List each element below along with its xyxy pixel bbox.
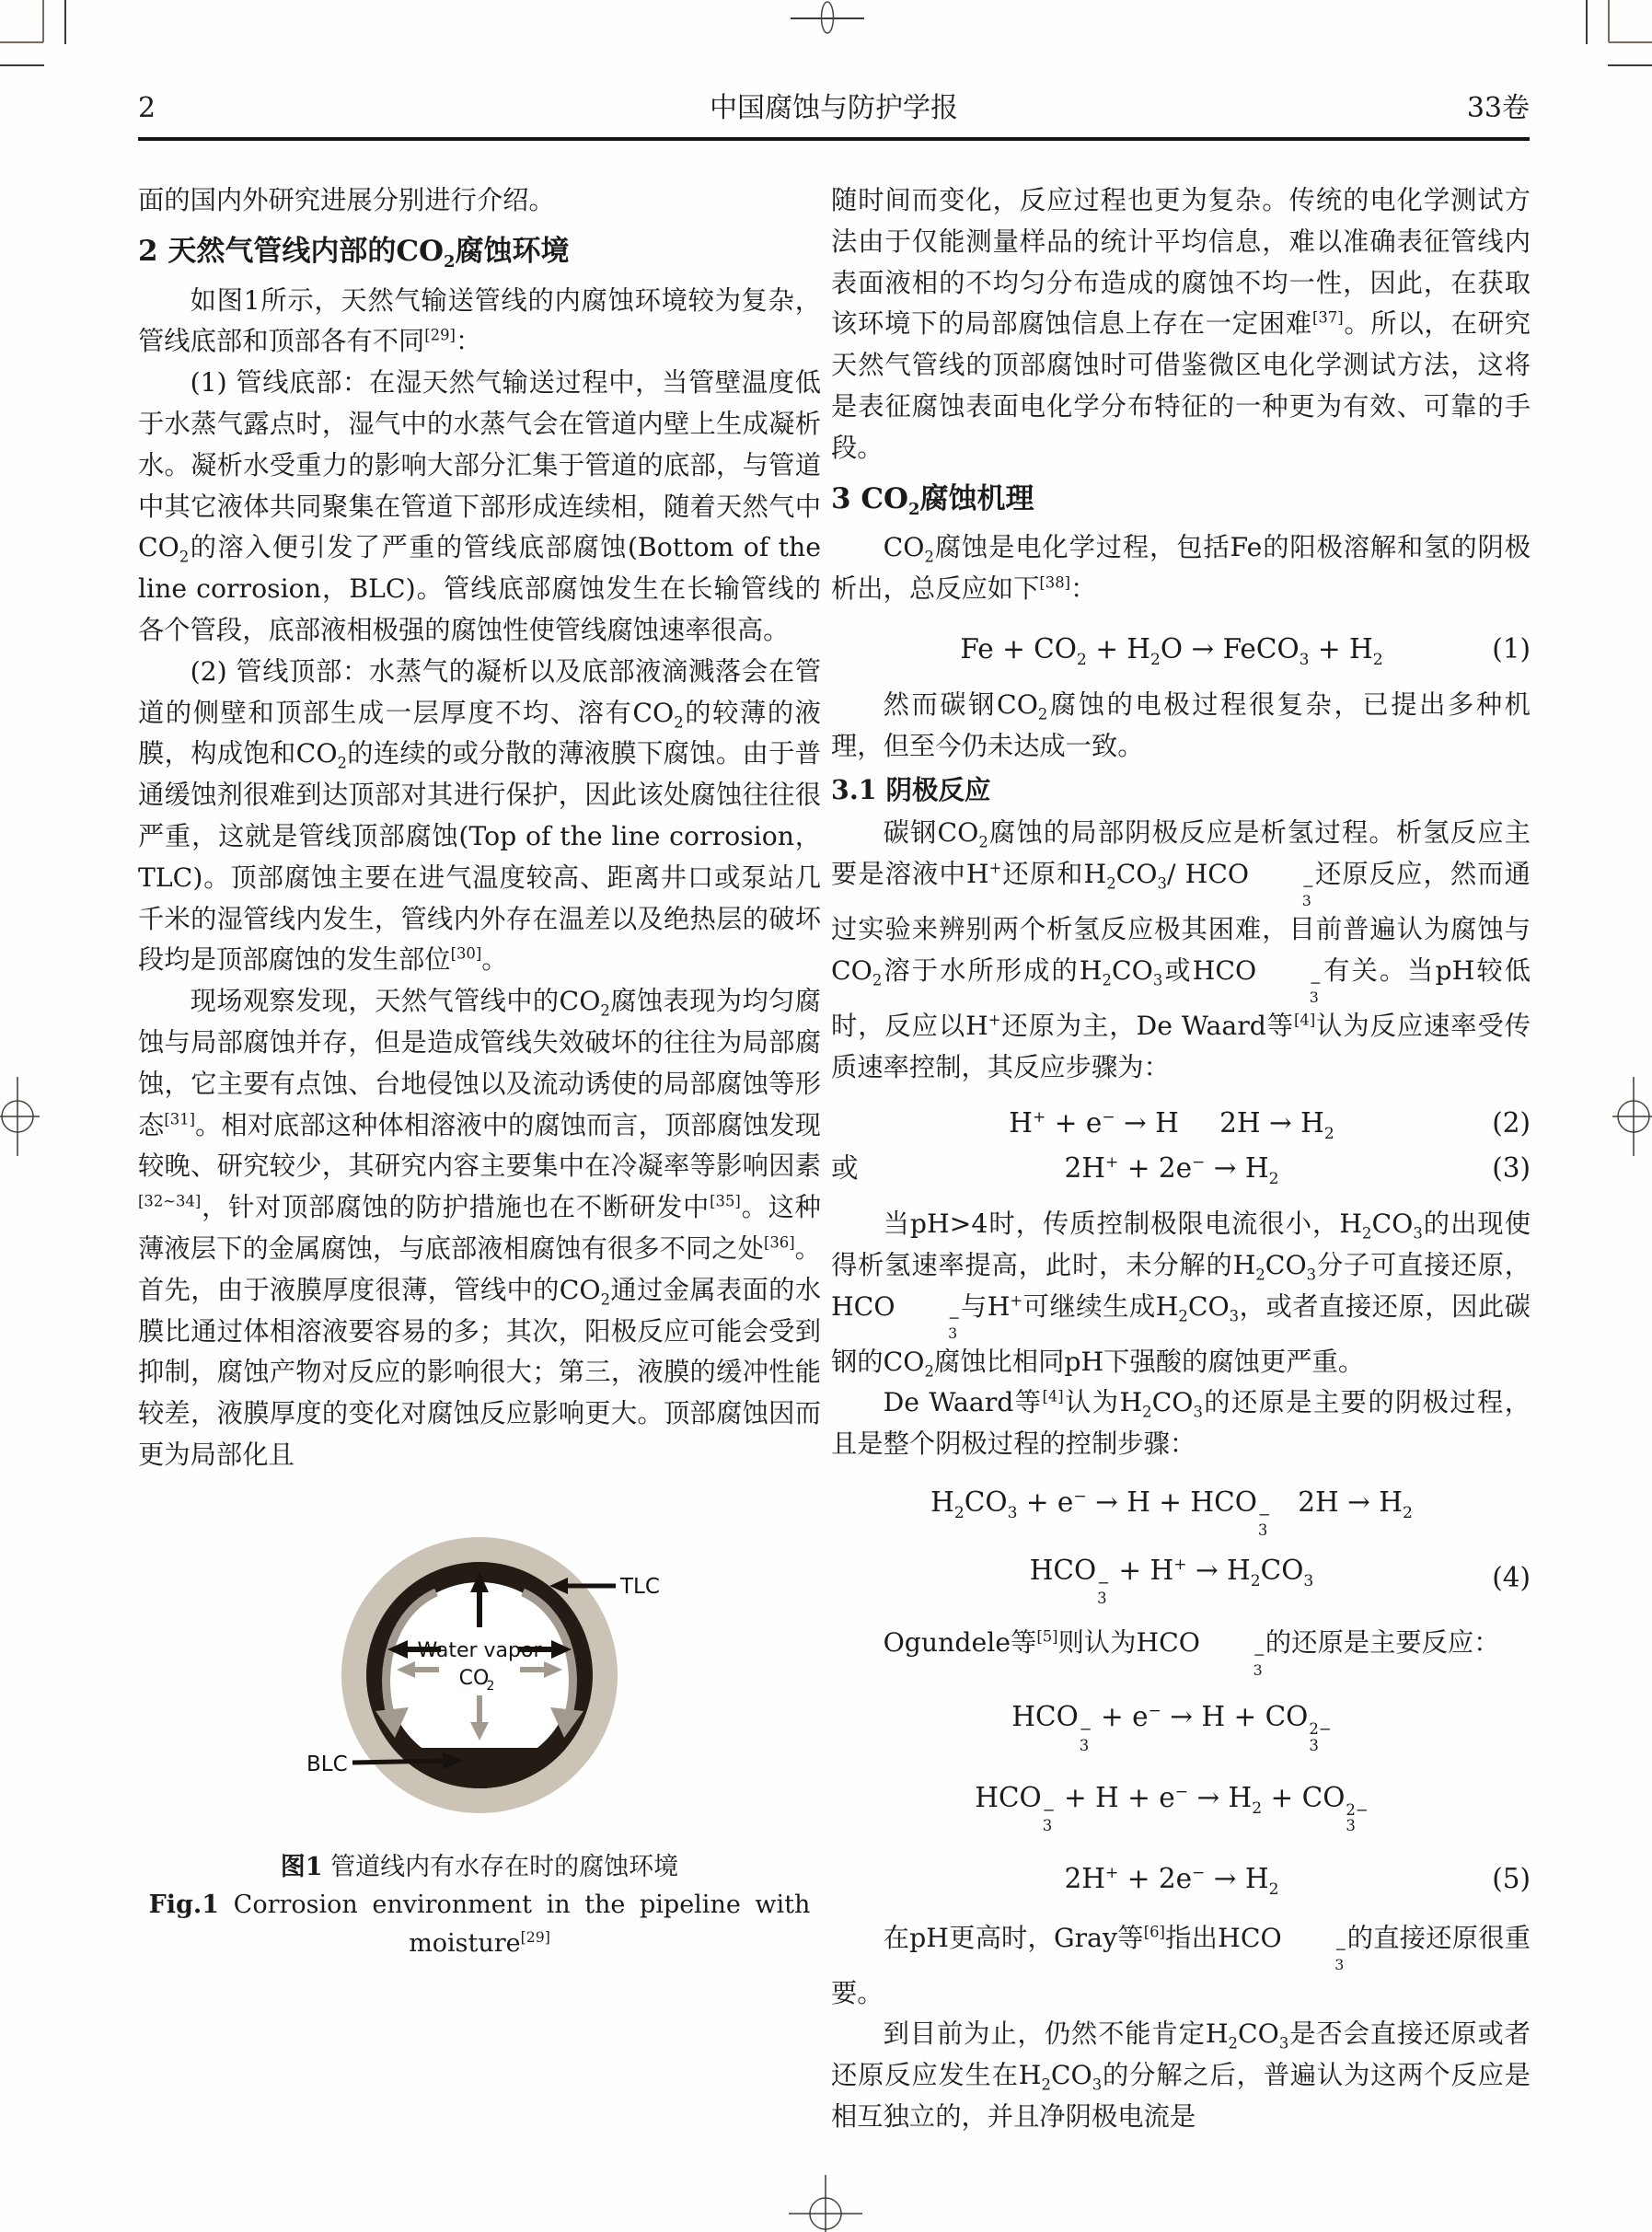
paragraph: 现场观察发现，天然气管线中的$CO_2$腐蚀表现为均匀腐蚀与局部腐蚀并存，但是造成管线失效破坏的往往为局部腐蚀，它主要有点蚀、台地侵蚀以及流动诱使的局部腐蚀等形态[31]。相对底部这种体相溶液中的腐蚀而言，顶部腐蚀发现较晚、研究较少，其研究内容主要集中在冷凝率等影响因素[32~34]，针对顶部腐蚀的防护措施也在不断研发中[35]。这种薄液层下的金属腐蚀，与底部液相腐蚀有很多不同之处[36]。首先，由于液膜厚度很薄，管线中的$CO_2$通过金属表面的水膜比通过体相溶液要容易的多；其次，阳极反应可能会受到抑制，腐蚀产物对反应的影响很大；第三，液膜的缓冲性能较差，液膜厚度的变化对腐蚀反应影响更大。顶部腐蚀因而更为局部化且 (138, 986, 821, 1470)
paragraph: 然而碳钢$CO_2$腐蚀的电极过程很复杂，已提出多种机理，但至今仍未达成一致。 (831, 688, 1531, 761)
equation-3-prefix: 或 (831, 1152, 859, 1185)
equation-1 (831, 629, 1531, 670)
paragraph: 如图1所示，天然气输送管线的内腐蚀环境较为复杂，管线底部和顶部各有不同[29]： (138, 284, 821, 357)
equation-1-number: (1) (1492, 633, 1531, 665)
paragraph: 到目前为止，仍然不能肯定$H_2CO_3$是否会直接还原或者还原反应发生在$H_2CO_3$的分解之后，普遍认为这两个反应是相互独立的，并且净阴极电流是 (831, 2018, 1531, 2132)
tlc-label: TLC (620, 1574, 660, 1599)
figure-caption-cn: 图1 管道线内有水存在时的腐蚀环境 (280, 1852, 679, 1881)
paragraph: $CO_2$腐蚀是电化学过程，包括Fe的阳极溶解和氢的阴极析出，总反应如下[38]： (831, 532, 1531, 605)
paragraph: (2) 管线顶部：水蒸气的凝析以及底部液滴溅落会在管道的侧壁和顶部生成一层厚度不均、溶有$CO_2$的较薄的液膜，构成饱和$CO_2$的连续的或分散的薄液膜下腐蚀。由于普通缓蚀剂很难到达顶部对其进行保护，因此该处腐蚀往往很严重，这就是管线顶部腐蚀(Top of the line corrosion，TLC)。顶部腐蚀主要在进气温度较高、距离井口或泵站几千米的湿管线内发生，管线内外存在温差以及绝热层的破坏段均是顶部腐蚀的发生部位[30]。 (138, 655, 821, 976)
equation-2 (831, 1103, 1531, 1144)
header-rule (138, 137, 1530, 141)
equation-4a-body: $H_2CO_3 + e^- \to H$ + HCO − 3 $2H \to H_2$ (930, 1486, 1413, 1540)
column-left (138, 180, 821, 1963)
registration-mark-right (1610, 1077, 1652, 1156)
paragraph: 随时间而变化，反应过程也更为复杂。传统的电化学测试方法由于仅能测量样品的统计平均信息，难以准确表征管线内表面液相的不均匀分布造成的腐蚀不均一性，因此，在获取该环境下的局部腐蚀信息上存在一定困难[37]。所以，在研究天然气管线的顶部腐蚀时可借鉴微区电化学测试方法，这将是表征腐蚀表面电化学分布特征的一种更为有效、可靠的手段。 (831, 185, 1531, 463)
equation-4a (831, 1482, 1531, 1539)
equation-5a-body: HCO − 3 + e− → H + CO 2− 3 (1011, 1701, 1332, 1754)
figure-caption-en-line1: Fig.1 Corrosion environment in the pipeline with (148, 1891, 811, 1920)
page-number: 2 (138, 92, 156, 124)
co2-label: CO (458, 1666, 490, 1690)
subsection-heading-3-1: 3.1 阴极反应 (831, 774, 991, 806)
registration-mark-left (0, 1077, 42, 1156)
running-head (138, 92, 1530, 125)
paragraph: Ogundele等[5]则认为HCO − 3 的还原是主要反应： (883, 1627, 1500, 1679)
paragraph: (1) 管线底部：在湿天然气输送过程中，当管壁温度低于水蒸气露点时，湿气中的水蒸气会在管道内壁上生成凝析水。凝析水受重力的影响大部分汇集于管道的底部，与管道中其它液体共同聚集在管道下部形成连续相，随着天然气中$CO_2$的溶入便引发了严重的管线底部腐蚀(Bottom of the line corrosion，BLC)。管线底部腐蚀发生在长输管线的各个管段，底部液相极强的腐蚀性使管线腐蚀速率很高。 (138, 367, 821, 646)
equation-2-body: H+ + e− → H $2H \to H_2$ (1009, 1107, 1334, 1144)
journal-title: 中国腐蚀与防护学报 (710, 92, 958, 124)
equation-5b-body: HCO − 3 + $H + e^- \to H_2$ + CO 2− 3 (975, 1782, 1369, 1835)
equation-3-number: (3) (1492, 1152, 1531, 1185)
equation-5-number: (5) (1492, 1862, 1531, 1894)
equation-5c (831, 1858, 1531, 1900)
equation-4-number: (4) (1492, 1562, 1531, 1594)
section-heading-3: 3 $CO_2$腐蚀机理 (831, 481, 1034, 519)
section-heading-2: 2 天然气管线内部的$CO_2$腐蚀环境 (138, 234, 570, 272)
figure-caption-en-line2: moisture[29] (409, 1928, 550, 1959)
water-vapor-label: Water vapor (417, 1638, 542, 1662)
equation-5a (831, 1696, 1531, 1753)
equation-5c-body: $2H^+ + 2e^- \to H_2$ (1064, 1862, 1279, 1899)
column-right (831, 180, 1531, 2138)
blc-label: BLC (306, 1752, 348, 1776)
co2-label-subscript: 2 (486, 1678, 495, 1694)
pipeline-cross-section-figure (222, 1498, 737, 1830)
paragraph: 碳钢$CO_2$腐蚀的局部阴极反应是析氢过程。析氢反应主要是溶液中H+还原和$H_2CO_3/$ HCO − 3 还原反应，然而通过实验来辨别两个析氢反应极其困难，目前普遍认为腐蚀与$CO_2$溶于水所形成的$H_2CO_3$或HCO − 3 有关。当pH较低时，反应以H+还原为主，De Waard等[4]认为反应速率受传质速率控制，其反应步骤为： (831, 817, 1531, 1082)
volume-label: 33卷 (1466, 92, 1530, 124)
paragraph: 当pH>4时，传质控制极限电流很小，$H_2CO_3$的出现使得析氢速率提高，此时，未分解的$H_2CO_3$分子可直接还原，HCO − 3 与H+可继续生成$H_2CO_3$，或者直接还原，因此碳钢的$CO_2$腐蚀比相同pH下强酸的腐蚀更严重。 (831, 1208, 1531, 1381)
paragraph: 面的国内外研究进展分别进行介绍。 (138, 185, 555, 215)
paragraph: 在pH更高时，Gray等[6]指出HCO − 3 的直接还原很重要。 (831, 1922, 1531, 2008)
equation-3 (831, 1148, 1531, 1189)
equation-5b (831, 1777, 1531, 1834)
equation-1-body: $Fe + CO_2 + H_2O$ → FeCO$_3$ + $H_2$ (960, 633, 1383, 669)
registration-mark-bottom-center (785, 2175, 868, 2232)
paragraph: De Waard等[4]认为$H_2CO_3$的还原是主要的阴极过程，且是整个阴极过程的控制步骤： (831, 1387, 1531, 1460)
equation-3-body: $2H^+ + 2e^- \to H_2$ (1064, 1152, 1279, 1189)
figure-1 (138, 1498, 821, 1963)
equation-4b (831, 1550, 1531, 1607)
equation-4b-body: HCO − 3 + $H^+ \to H_2CO_3$ (1029, 1554, 1314, 1608)
equation-2-number: (2) (1492, 1107, 1531, 1139)
registration-mark-top-center (787, 0, 870, 37)
